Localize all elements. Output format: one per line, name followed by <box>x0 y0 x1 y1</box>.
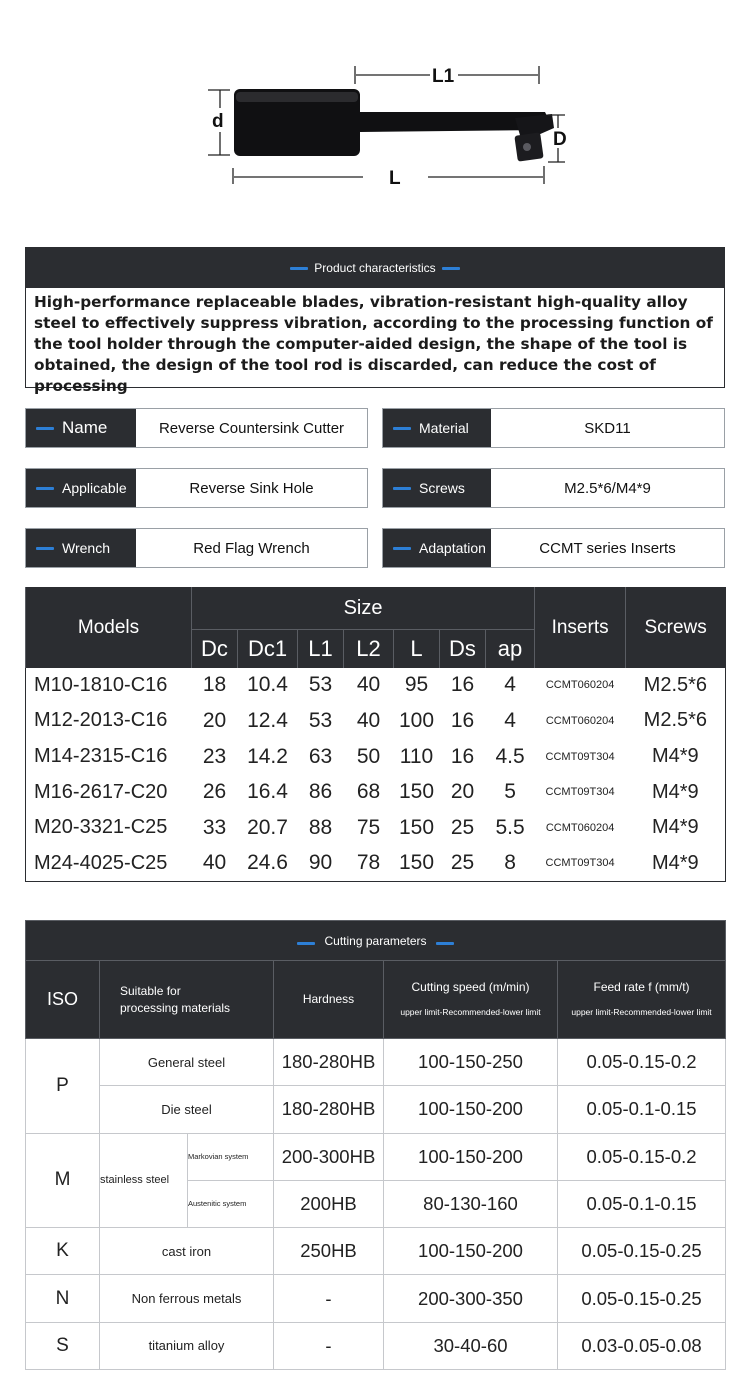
header-iso: ISO <box>26 961 100 1039</box>
insert-cell: CCMT09T304 <box>545 750 615 763</box>
size-cell: 18 <box>202 673 227 697</box>
info-name-value: Reverse Countersink Cutter <box>158 419 345 437</box>
info-wrench <box>25 528 368 568</box>
size-cell: 63 <box>308 744 333 768</box>
table-row <box>26 668 726 704</box>
label-l1: L1 <box>432 66 455 87</box>
size-cell: 24.6 <box>247 851 288 875</box>
info-screws-label-box <box>383 469 491 507</box>
feed-subtitle: upper limit-Recommended-lower limit <box>571 1006 712 1017</box>
model-cell: M14-2315-C16 <box>34 745 168 768</box>
table-row <box>26 739 726 775</box>
hardness-cell: 200-300HB <box>274 1133 384 1180</box>
table-row <box>26 810 726 846</box>
table-row <box>26 1086 726 1133</box>
feed-cell: 0.05-0.15-0.25 <box>558 1228 726 1275</box>
size-cell: 53 <box>308 673 333 697</box>
info-wrench-label-box <box>26 529 136 567</box>
size-cell: 25 <box>450 815 475 839</box>
size-cell: 12.4 <box>247 708 288 732</box>
info-wrench-label: Wrench <box>62 540 110 556</box>
header-speed <box>384 961 558 1039</box>
header-size: Size <box>192 588 535 630</box>
characteristics-panel <box>25 247 725 395</box>
header-screws: Screws <box>626 588 726 668</box>
size-cell: 20 <box>202 708 227 732</box>
size-cell: 4 <box>504 708 516 732</box>
size-cell: 5.5 <box>495 815 525 839</box>
dash-icon <box>36 487 54 490</box>
table-row <box>26 1322 726 1369</box>
table-row <box>26 1039 726 1086</box>
header-hardness: Hardness <box>274 961 384 1039</box>
info-wrench-value: Red Flag Wrench <box>193 539 310 557</box>
hardness-cell: 250HB <box>274 1228 384 1275</box>
iso-k: K <box>26 1228 100 1275</box>
header-ap: ap <box>486 630 535 668</box>
size-cell: 23 <box>202 744 227 768</box>
hardness-cell: - <box>274 1322 384 1369</box>
size-cell: 78 <box>356 851 381 875</box>
size-cell: 16.4 <box>247 780 288 804</box>
info-material-label: Material <box>419 420 469 436</box>
info-adaptation <box>382 528 725 568</box>
model-cell: M20-3321-C25 <box>34 816 168 839</box>
tool-drawing <box>0 0 750 230</box>
info-material-label-box <box>383 409 491 447</box>
size-cell: 53 <box>308 708 333 732</box>
feed-title: Feed rate f (mm/t) <box>593 979 690 994</box>
dash-icon <box>297 942 315 945</box>
characteristics-header <box>26 248 724 288</box>
header-ds: Ds <box>440 630 486 668</box>
header-l: L <box>394 630 440 668</box>
size-cell: 88 <box>308 815 333 839</box>
info-applicable-label: Applicable <box>62 480 127 496</box>
label-d: d <box>212 111 224 132</box>
size-cell: 68 <box>356 780 381 804</box>
screw-cell: M2.5*6 <box>643 709 708 732</box>
size-cell: 16 <box>450 708 475 732</box>
cutting-title: Cutting parameters <box>324 933 427 948</box>
speed-cell: 100-150-250 <box>384 1039 558 1086</box>
info-name-label: Name <box>62 418 108 437</box>
info-applicable-value: Reverse Sink Hole <box>189 479 314 497</box>
feed-cell: 0.05-0.1-0.15 <box>558 1086 726 1133</box>
info-screws-label: Screws <box>419 480 465 496</box>
label-big-d: D <box>553 129 567 150</box>
header-feed <box>558 961 726 1039</box>
tool-body <box>234 89 554 162</box>
size-cell: 16 <box>450 673 475 697</box>
size-cell: 150 <box>398 851 435 875</box>
insert-cell: CCMT09T304 <box>545 786 615 799</box>
model-cell: M12-2013-C16 <box>34 709 168 732</box>
size-cell: 5 <box>504 780 516 804</box>
characteristics-title: Product characteristics <box>314 261 436 275</box>
info-screws <box>382 468 725 508</box>
info-screws-value: M2.5*6/M4*9 <box>564 479 651 497</box>
header-materials: Suitable for processing materials <box>100 961 274 1039</box>
speed-cell: 200-300-350 <box>384 1275 558 1322</box>
size-cell: 8 <box>504 851 516 875</box>
material-subtype-cell: Markovian system <box>188 1133 274 1180</box>
iso-p: P <box>26 1039 100 1134</box>
size-cell: 4.5 <box>495 744 525 768</box>
table-row <box>26 846 726 882</box>
info-name <box>25 408 368 448</box>
dash-icon <box>393 547 411 550</box>
size-cell: 150 <box>398 815 435 839</box>
info-name-label-box <box>26 409 136 447</box>
info-applicable <box>25 468 368 508</box>
info-material <box>382 408 725 448</box>
iso-n: N <box>26 1275 100 1322</box>
feed-cell: 0.05-0.15-0.2 <box>558 1039 726 1086</box>
header-inserts: Inserts <box>535 588 626 668</box>
screw-cell: M4*9 <box>651 851 699 874</box>
dash-icon <box>36 547 54 550</box>
header-l1: L1 <box>298 630 344 668</box>
size-cell: 16 <box>450 744 475 768</box>
speed-cell: 30-40-60 <box>384 1322 558 1369</box>
hardness-cell: 180-280HB <box>274 1039 384 1086</box>
size-cell: 75 <box>356 815 381 839</box>
speed-subtitle: upper limit-Recommended-lower limit <box>400 1006 541 1017</box>
size-cell: 86 <box>308 780 333 804</box>
table-row <box>26 774 726 810</box>
insert-cell: CCMT060204 <box>545 714 615 727</box>
header-models: Models <box>26 588 192 668</box>
size-cell: 100 <box>398 708 435 732</box>
table-row <box>26 703 726 739</box>
material-cell: General steel <box>100 1039 274 1086</box>
material-subtype-cell: Austenitic system <box>188 1180 274 1227</box>
size-cell: 10.4 <box>247 673 288 697</box>
model-cell: M10-1810-C16 <box>34 673 168 696</box>
header-dc1: Dc1 <box>238 630 298 668</box>
feed-cell: 0.05-0.1-0.15 <box>558 1180 726 1227</box>
size-cell: 14.2 <box>247 744 288 768</box>
cutting-header <box>26 921 726 961</box>
feed-cell: 0.05-0.15-0.2 <box>558 1133 726 1180</box>
header-dc: Dc <box>192 630 238 668</box>
model-cell: M16-2617-C20 <box>34 780 168 803</box>
insert-cell: CCMT09T304 <box>545 857 615 870</box>
cutting-parameters-table <box>25 920 726 1370</box>
size-cell: 40 <box>356 708 381 732</box>
hardness-cell: 180-280HB <box>274 1086 384 1133</box>
info-applicable-label-box <box>26 469 136 507</box>
size-cell: 25 <box>450 851 475 875</box>
size-cell: 26 <box>202 780 227 804</box>
info-adaptation-value: CCMT series Inserts <box>539 539 676 557</box>
speed-cell: 100-150-200 <box>384 1086 558 1133</box>
material-group-cell: stainless steel <box>100 1133 188 1228</box>
iso-m: M <box>26 1133 100 1228</box>
material-cell: Non ferrous metals <box>100 1275 274 1322</box>
size-cell: 33 <box>202 815 227 839</box>
size-cell: 95 <box>404 673 429 697</box>
header-l2: L2 <box>344 630 394 668</box>
dash-icon <box>290 267 308 270</box>
speed-cell: 100-150-200 <box>384 1133 558 1180</box>
insert-cell: CCMT060204 <box>545 679 615 692</box>
screw-cell: M4*9 <box>651 816 699 839</box>
size-cell: 4 <box>504 673 516 697</box>
hardness-cell: - <box>274 1275 384 1322</box>
table-row <box>26 1228 726 1275</box>
dash-icon <box>393 487 411 490</box>
label-l: L <box>389 168 401 189</box>
table-row <box>26 1133 726 1180</box>
dash-icon <box>436 942 454 945</box>
model-cell: M24-4025-C25 <box>34 851 168 874</box>
size-cell: 40 <box>202 851 227 875</box>
characteristics-text: High-performance replaceable blades, vibration-resistant high-quality alloy steel to effectively suppress vibration, according to the processing function of the tool holder through the computer-aided design, the shape of the tool is obtained, the design of the tool rod is discarded, can reduce the cost of processing <box>34 293 713 395</box>
dash-icon <box>442 267 460 270</box>
screw-cell: M4*9 <box>651 745 699 768</box>
feed-cell: 0.05-0.15-0.25 <box>558 1275 726 1322</box>
dash-icon <box>36 427 54 430</box>
iso-s: S <box>26 1322 100 1369</box>
info-adaptation-label-box <box>383 529 491 567</box>
size-cell: 50 <box>356 744 381 768</box>
info-material-value: SKD11 <box>584 419 631 437</box>
size-cell: 20.7 <box>247 815 288 839</box>
hardness-cell: 200HB <box>274 1180 384 1227</box>
screw-cell: M2.5*6 <box>643 673 708 696</box>
speed-cell: 80-130-160 <box>384 1180 558 1227</box>
spec-table <box>25 587 726 882</box>
size-cell: 90 <box>308 851 333 875</box>
table-row <box>26 1275 726 1322</box>
size-cell: 40 <box>356 673 381 697</box>
insert-cell: CCMT060204 <box>545 821 615 834</box>
size-cell: 20 <box>450 780 475 804</box>
speed-cell: 100-150-200 <box>384 1228 558 1275</box>
size-cell: 110 <box>399 744 434 768</box>
feed-cell: 0.03-0.05-0.08 <box>558 1322 726 1369</box>
material-cell: cast iron <box>100 1228 274 1275</box>
size-cell: 150 <box>398 780 435 804</box>
screw-cell: M4*9 <box>651 780 699 803</box>
dash-icon <box>393 427 411 430</box>
info-adaptation-label: Adaptation <box>419 540 486 556</box>
speed-title: Cutting speed (m/min) <box>411 979 530 994</box>
material-cell: titanium alloy <box>100 1322 274 1369</box>
material-cell: Die steel <box>100 1086 274 1133</box>
